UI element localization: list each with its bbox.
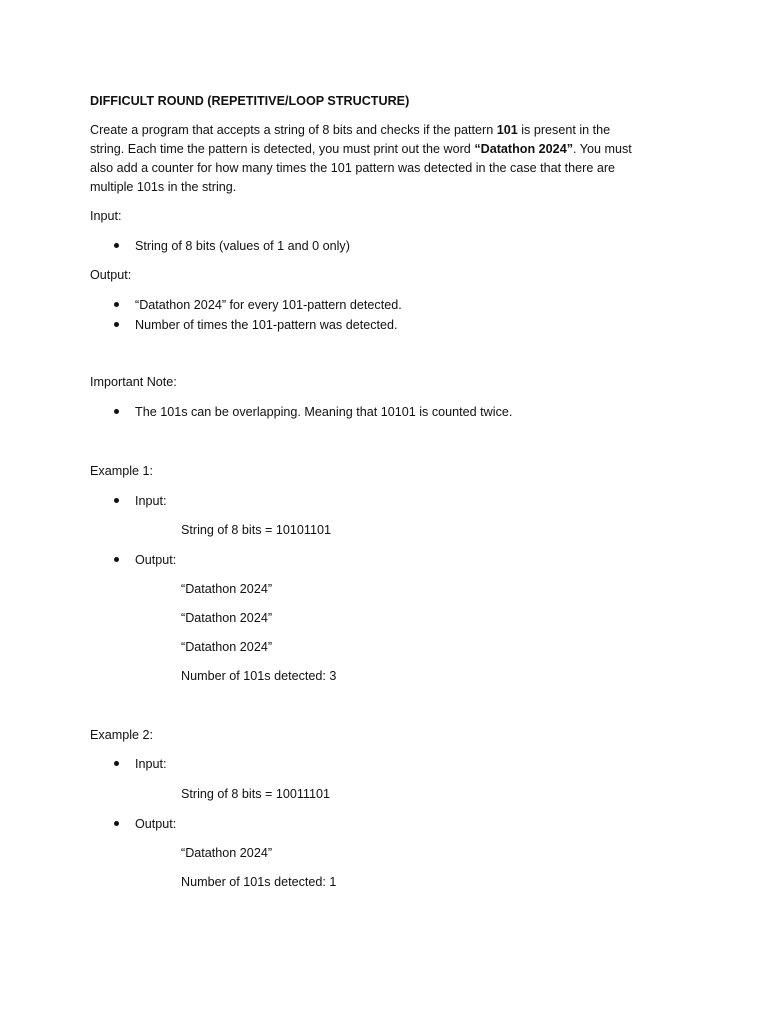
bullet-icon xyxy=(114,557,119,562)
datathon-bold: “Datathon 2024” xyxy=(474,142,573,156)
bullet-icon xyxy=(114,302,119,307)
intro-text: is present in the xyxy=(517,123,611,137)
example-1-output-line: “Datathon 2024” xyxy=(181,640,273,654)
output-item: Number of times the 101-pattern was detected. xyxy=(135,318,398,332)
example-2-output-line: “Datathon 2024” xyxy=(181,846,273,860)
output-label: Output: xyxy=(90,268,132,282)
note-item: The 101s can be overlapping. Meaning that 10101 is counted twice. xyxy=(135,405,513,419)
document-heading: DIFFICULT ROUND (REPETITIVE/LOOP STRUCTURE) xyxy=(90,94,410,108)
intro-line-1 xyxy=(90,121,610,139)
example-2-input-value: String of 8 bits = 10011101 xyxy=(181,787,331,801)
example-1-input-label: Input: xyxy=(135,494,167,508)
intro-line-2 xyxy=(90,140,632,158)
example-2-label: Example 2: xyxy=(90,728,153,742)
bullet-icon xyxy=(114,322,119,327)
intro-line-4: multiple 101s in the string. xyxy=(90,180,237,194)
example-2-input-label: Input: xyxy=(135,757,167,771)
bullet-icon xyxy=(114,761,119,766)
example-1-output-line: “Datathon 2024” xyxy=(181,582,273,596)
example-2-output-label: Output: xyxy=(135,817,177,831)
intro-text: . You must xyxy=(573,142,632,156)
input-item: String of 8 bits (values of 1 and 0 only) xyxy=(135,239,350,253)
bullet-icon xyxy=(114,409,119,414)
example-1-output-label: Output: xyxy=(135,553,177,567)
input-label: Input: xyxy=(90,209,122,223)
example-1-count-line: Number of 101s detected: 3 xyxy=(181,669,337,683)
intro-line-3: also add a counter for how many times the 101 pattern was detected in the case that there are xyxy=(90,161,616,175)
bullet-icon xyxy=(114,243,119,248)
note-label: Important Note: xyxy=(90,375,177,389)
example-1-label: Example 1: xyxy=(90,464,153,478)
output-item: “Datathon 2024” for every 101-pattern detected. xyxy=(135,298,402,312)
intro-text: string. Each time the pattern is detected, you must print out the word xyxy=(90,142,475,156)
bullet-icon xyxy=(114,821,119,826)
intro-text: Create a program that accepts a string of 8 bits and checks if the pattern xyxy=(90,123,497,137)
example-1-output-line: “Datathon 2024” xyxy=(181,611,273,625)
example-2-count-line: Number of 101s detected: 1 xyxy=(181,875,337,889)
example-1-input-value: String of 8 bits = 10101101 xyxy=(181,523,331,537)
pattern-bold: 101 xyxy=(496,123,518,137)
bullet-icon xyxy=(114,498,119,503)
